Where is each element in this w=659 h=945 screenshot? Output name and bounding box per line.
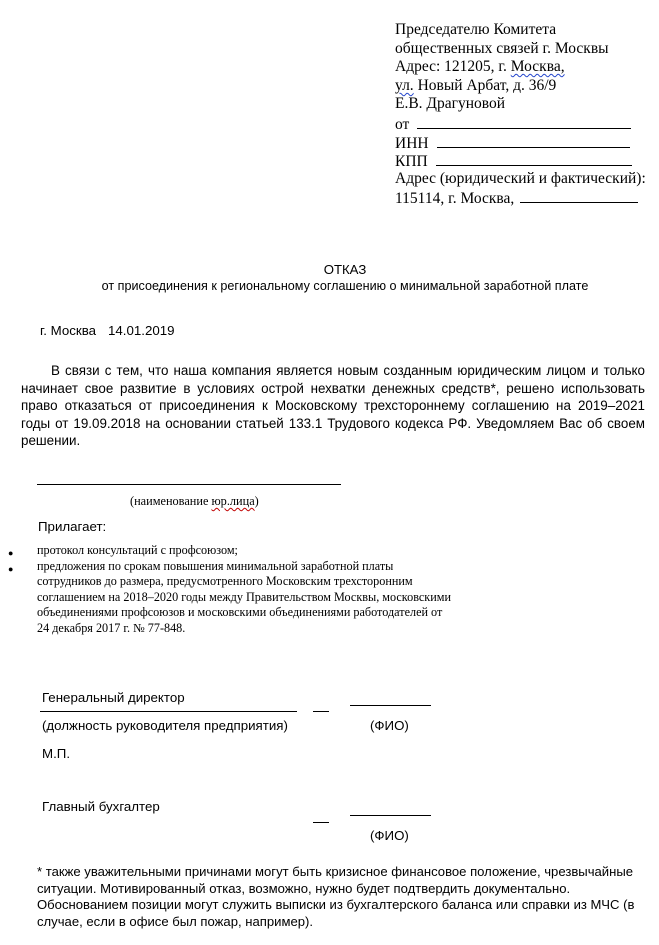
addressee-street-abbrev: ул.	[395, 76, 414, 94]
from-field	[395, 114, 631, 135]
place-date	[40, 323, 175, 338]
footnote-line-2: ситуации. Мотивированный отказ, возможно, нужно будет подтвердить документально.	[37, 880, 571, 896]
address-value: 115114, г. Москва,	[395, 190, 515, 208]
inn-field	[395, 133, 630, 154]
director-signature-line	[313, 711, 329, 712]
addressee-address-city: Москва,	[510, 58, 565, 76]
attachment-item-2-line-2: сотрудников до размера, предусмотренного Московским трехсторонним	[37, 574, 413, 589]
kpp-blank-line	[436, 151, 632, 166]
addressee-line-3	[395, 58, 565, 77]
document-date: 14.01.2019	[108, 323, 175, 338]
org-name-caption-prefix: (наименование	[130, 494, 212, 508]
bullet-icon: ●	[8, 548, 14, 558]
inn-label: ИНН	[395, 134, 429, 152]
addressee-line-1: Председателю Комитета	[395, 21, 557, 38]
org-name-blank-line	[37, 484, 341, 485]
document-city: г. Москва	[40, 323, 97, 338]
bullet-icon: ●	[8, 563, 14, 574]
from-label: от	[395, 116, 410, 133]
attachments-label: Прилагает:	[38, 519, 107, 534]
attachment-item-2-line-4: объединениями профсоюзов и московскими объединениями работодателей от	[37, 605, 443, 620]
addressee-line-4	[395, 77, 556, 96]
addressee-line-2: общественных связей г. Москвы	[395, 39, 609, 57]
org-name-caption	[130, 494, 259, 509]
from-blank-line	[417, 114, 631, 129]
footnote-line-1: * также уважительными причинами могут быть кризисное финансовое положение, чрезвычайные	[37, 864, 634, 879]
addressee-address-prefix: Адрес: 121205, г.	[395, 58, 511, 76]
document-subtitle: от присоединения к региональному соглашению о минимальной заработной плате	[101, 279, 589, 293]
document-title: ОТКАЗ	[323, 262, 367, 277]
kpp-label: КПП	[395, 153, 428, 171]
attachment-item-2-line-3: соглашением на 2018–2020 годы между Правительством Москвы, московскими	[37, 589, 451, 604]
accountant-fio-caption: (ФИО)	[370, 828, 409, 843]
position-caption: (должность руководителя предприятия)	[42, 718, 288, 733]
address-field	[395, 188, 638, 209]
accountant-fio-line	[350, 815, 431, 816]
director-title: Генеральный директор	[42, 690, 185, 705]
org-name-caption-word: юр.лица	[211, 494, 255, 508]
footnote-line-4: случае, если в офисе был пожар, например).	[37, 913, 314, 929]
accountant-signature-line	[313, 822, 329, 823]
director-line	[40, 711, 297, 712]
attachment-item-2-line-5: 24 декабря 2017 г. № 77-848.	[37, 621, 186, 635]
body-paragraph: В связи с тем, что наша компания является новым созданным юридическим лицом и только начинает свое развитие в условиях острой нехватки денежных средств*, решено использовать право отказаться от присоединения к Московскому трехстороннему соглашению на 2019–2021 годы от 19.09.2018 на основании статьей 133.1 Трудового кодекса РФ. Уведомляем Вас об своем решении.	[21, 363, 645, 449]
address-blank-line	[520, 188, 638, 203]
addressee-street: Новый Арбат, д. 36/9	[413, 76, 557, 94]
footnote-line-3: Обоснованием позиции могут служить выписки из бухгалтерского баланса или справки из МЧС (в	[37, 897, 635, 913]
addressee-name: Е.В. Драгуновой	[395, 95, 506, 113]
attachment-item-2-line-1: предложения по срокам повышения минимальной заработной платы	[37, 558, 394, 573]
body-paragraph-block	[21, 362, 645, 450]
kpp-field	[395, 151, 632, 172]
org-name-caption-suffix: )	[254, 494, 259, 508]
attachment-item-1: протокол консультаций с профсоюзом;	[37, 543, 238, 557]
director-fio-caption: (ФИО)	[370, 718, 409, 733]
stamp-label: М.П.	[42, 746, 71, 761]
director-fio-line	[350, 705, 431, 706]
inn-blank-line	[437, 133, 630, 148]
accountant-title: Главный бухгалтер	[42, 799, 160, 814]
address-label: Адрес (юридический и фактический):	[395, 169, 646, 187]
